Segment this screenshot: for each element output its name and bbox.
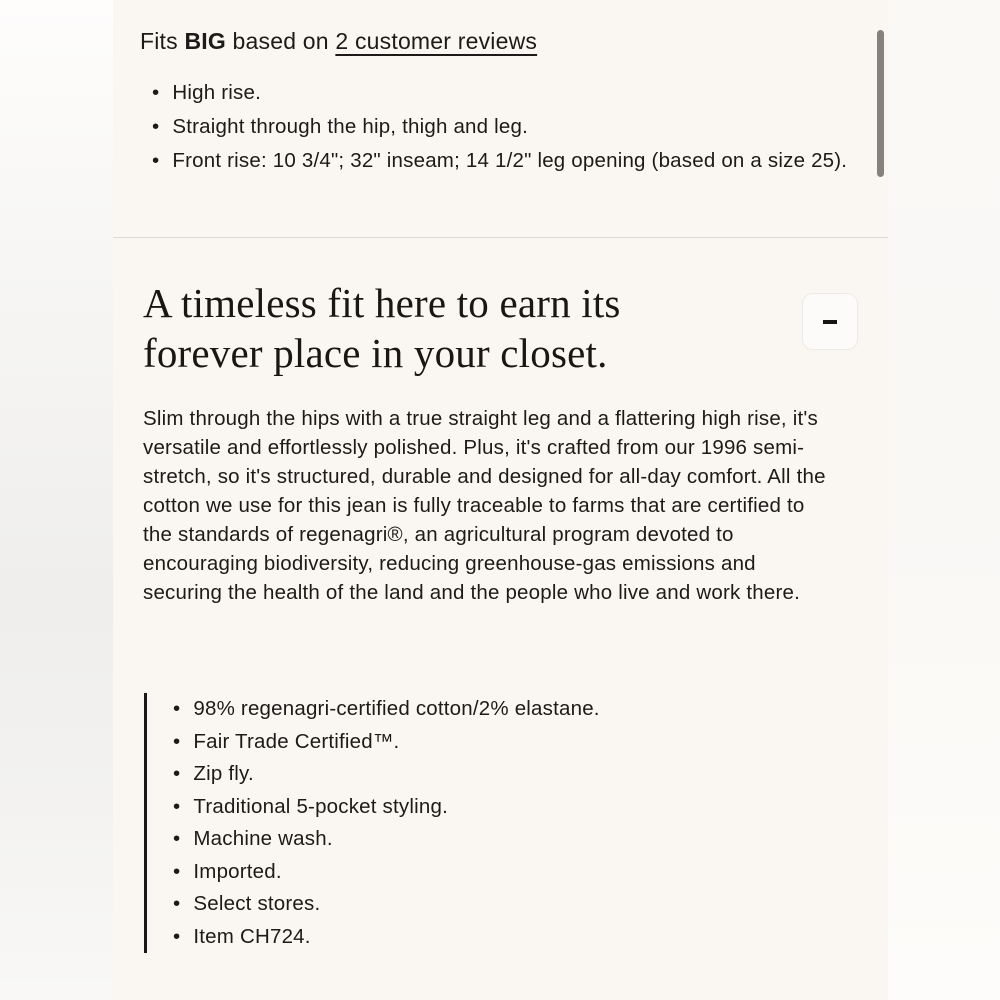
detail-bullet-item: • 98% regenagri-certified cotton/2% elastane. [173, 693, 858, 726]
detail-bullet-item: • Item CH724. [173, 921, 858, 954]
description-body: Slim through the hips with a true straight leg and a flattering high rise, it's versatile and effortlessly polished. Plus, it's crafted from our 1996 semi-stretch, so it's structured, durable and designed for all-day comfort. All the cotton we use for this jean is fully traceable to farms that are certified to the standards of regenagri®, an agricultural program devoted to encouraging biodiversity, reducing greenhouse-gas emissions and securing the health of the land and the people who live and work there. [143, 407, 826, 604]
minus-icon [823, 320, 837, 324]
page-left-gutter [0, 0, 113, 1000]
description-heading: A timeless fit here to earn its forever place in your closet. [143, 280, 621, 376]
detail-bullet-item: • Zip fly. [173, 758, 858, 791]
fit-bullet-item: • High rise. [152, 81, 848, 105]
scrollbar-thumb[interactable] [877, 30, 884, 177]
collapse-section-button[interactable] [802, 293, 858, 350]
detail-bullet-item: • Fair Trade Certified™. [173, 726, 858, 759]
fit-bullet-item: • Front rise: 10 3/4"; 32" inseam; 14 1/2" leg opening (based on a size 25). [152, 149, 848, 173]
detail-bullet-item: • Imported. [173, 856, 858, 889]
detail-bullet-item: • Select stores. [173, 888, 858, 921]
detail-bullet-item: • Traditional 5-pocket styling. [173, 791, 858, 824]
fit-summary-line [140, 26, 848, 56]
description-section [113, 238, 888, 953]
fit-prefix: Fits [140, 28, 185, 54]
fit-bullet-item: • Straight through the hip, thigh and leg. [152, 115, 848, 139]
product-details-panel [113, 0, 888, 1000]
fit-middle: based on [225, 28, 336, 54]
fit-bullet-list [140, 81, 848, 173]
fit-value: BIG [184, 28, 226, 54]
fit-summary-section [113, 0, 888, 238]
customer-reviews-link[interactable]: 2 customer reviews [335, 28, 538, 54]
page-right-gutter [888, 0, 1000, 1000]
detail-bullet-item: • Machine wash. [173, 823, 858, 856]
detail-bullet-list [144, 693, 858, 953]
